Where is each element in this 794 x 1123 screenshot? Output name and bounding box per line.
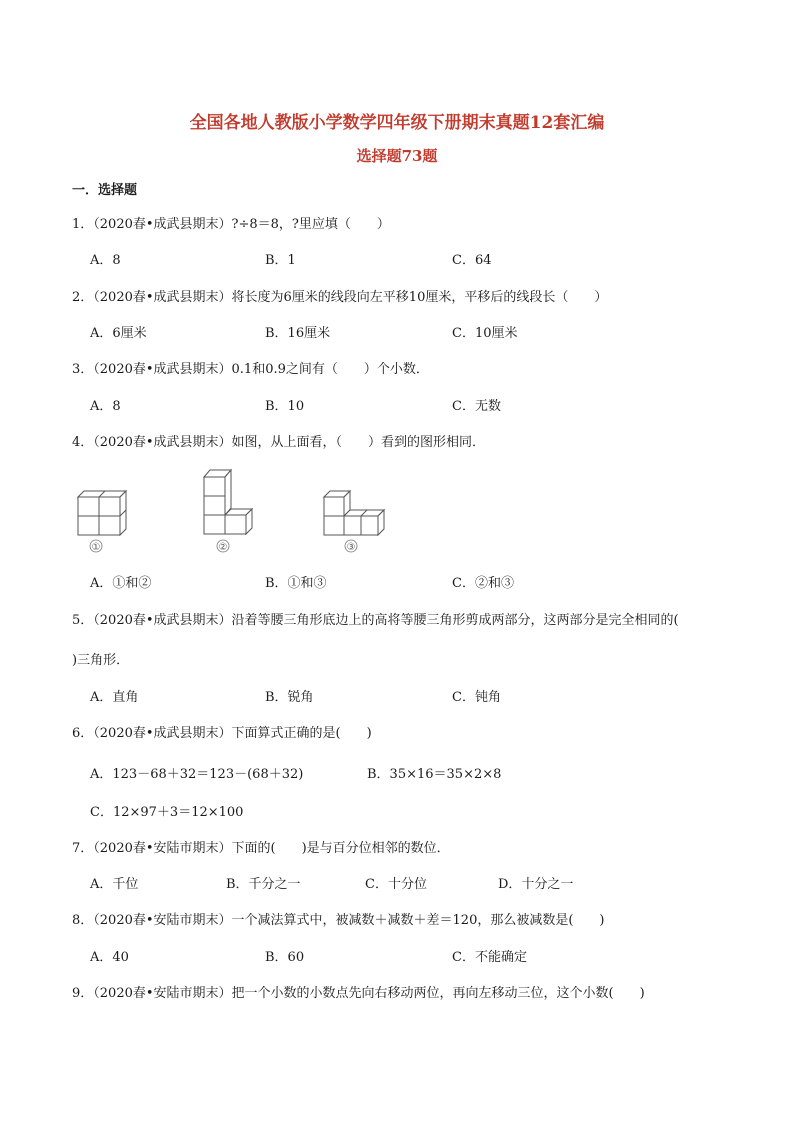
question-4-figure — [70, 465, 400, 557]
question-5-stem: 5．（2020春•成武县期末）沿着等腰三角形底边上的高将等腰三角形剪成两部分，这两部分是完全相同的( — [72, 613, 679, 628]
question-5-option-b: B．锐角 — [265, 690, 314, 705]
question-3-stem: 3．（2020春•成武县期末）0.1和0.9之间有（ ）个小数． — [72, 362, 429, 377]
svg-text:②: ② — [218, 542, 228, 553]
question-1-option-b: B．1 — [265, 253, 296, 268]
page-title: 全国各地人教版小学数学四年级下册期末真题12套汇编 — [189, 113, 605, 133]
question-6-option-b: B．35×16＝35×2×8 — [367, 767, 502, 782]
cube-figure-3 — [324, 491, 384, 553]
question-6-option-c: C．12×97＋3＝12×100 — [90, 805, 244, 820]
question-1-stem: 1．（2020春•成武县期末）?÷8＝8，?里应填（ ） — [72, 217, 390, 232]
question-5-stem-continued: )三角形． — [72, 653, 130, 668]
section-heading: 一．选择题 — [72, 183, 138, 198]
question-3-option-c: C．无数 — [452, 399, 501, 414]
question-8-option-b: B．60 — [265, 950, 305, 965]
question-6-option-a: A．123－68＋32＝123－(68＋32) — [90, 767, 304, 782]
cube-figure-2 — [204, 470, 252, 553]
svg-text:①: ① — [91, 542, 101, 553]
question-3-option-b: B．10 — [265, 399, 305, 414]
question-3-option-a: A．8 — [90, 399, 121, 414]
question-7-stem: 7．（2020春•安陆市期末）下面的( )是与百分位相邻的数位． — [72, 841, 450, 856]
question-4-option-a: A．①和② — [90, 576, 152, 591]
question-2-option-c: C．10厘米 — [452, 326, 518, 341]
question-1-option-c: C．64 — [452, 253, 492, 268]
question-4-option-c: C．②和③ — [452, 576, 514, 591]
svg-text:③: ③ — [346, 542, 356, 553]
question-2-option-a: A．6厘米 — [90, 326, 147, 341]
question-2-stem: 2．（2020春•成武县期末）将长度为6厘米的线段向左平移10厘米，平移后的线段长（ ） — [72, 290, 608, 305]
question-4-option-b: B．①和③ — [265, 576, 327, 591]
question-5-option-c: C．钝角 — [452, 690, 501, 705]
question-2-option-b: B．16厘米 — [265, 326, 331, 341]
question-9-stem: 9．（2020春•安陆市期末）把一个小数的小数点先向右移动两位，再向左移动三位，这个小数( ) — [72, 986, 645, 1001]
question-8-option-a: A．40 — [90, 950, 129, 965]
question-4-stem: 4．（2020春•成武县期末）如图，从上面看，（ ）看到的图形相同． — [72, 435, 486, 450]
question-6-stem: 6．（2020春•成武县期末）下面算式正确的是( ) — [72, 726, 372, 741]
question-7-option-d: D．十分之一 — [498, 877, 574, 892]
question-8-option-c: C．不能确定 — [452, 950, 527, 965]
question-1-option-a: A．8 — [90, 253, 121, 268]
cube-figure-1 — [78, 491, 126, 553]
question-7-option-a: A．千位 — [90, 877, 139, 892]
question-7-option-b: B．千分之一 — [226, 877, 301, 892]
question-7-option-c: C．十分位 — [365, 877, 427, 892]
question-5-option-a: A．直角 — [90, 690, 139, 705]
question-8-stem: 8．（2020春•安陆市期末）一个减法算式中，被减数＋减数＋差＝120，那么被减数是( ) — [72, 913, 605, 928]
page-subtitle: 选择题73题 — [356, 147, 438, 165]
